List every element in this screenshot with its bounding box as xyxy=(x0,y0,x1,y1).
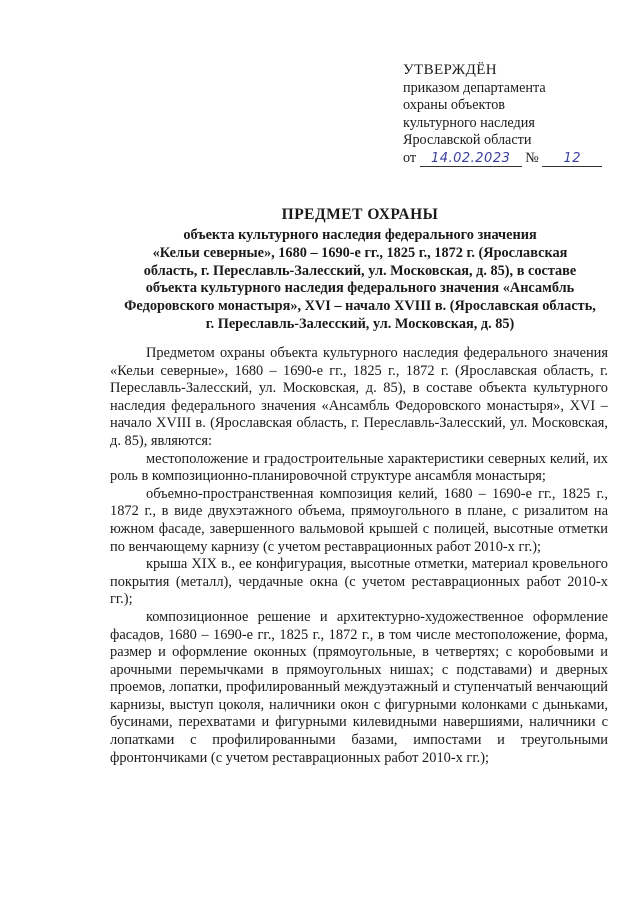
handwritten-date: 14.02.2023 xyxy=(430,150,511,166)
subtitle-line: г. Переславль-Залесский, ул. Московская, д. 85) xyxy=(205,315,515,332)
list-item: местоположение и градостроительные характеристики северных келий, их роль в композиционно-планировочной структуре ансамбля монастыря; xyxy=(110,450,608,485)
list-item: композиционное решение и архитектурно-художественное оформление фасадов, 1680 – 1690-е гг., 1825 г., 1872 г., в том числе местоположение, форма, размер и оформление оконных (прямоугольные, в четвертях; с коробовыми и арочными перемычками в прямоугольных нишах; с подставами) и дверных проемов, лопатки, профилированный междуэтажный и ступенчатый венчающий карнизы, выступ цоколя, наличники окон с фигурными колонками с дыньками, бусинами, перехватами и фигурными килевидными навершиями, наличники с лопатками с профилированными базами, импостами и треугольными фронтончиками (с учетом реставрационных работ 2010-х гг.); xyxy=(110,608,608,766)
document-heading xyxy=(100,205,620,334)
subtitle-line: Федоровского монастыря», XVI – начало XVIII в. (Ярославская область, xyxy=(124,298,596,315)
subtitle-line: объекта культурного наследия федерального значения xyxy=(183,227,537,243)
approval-block xyxy=(403,62,628,168)
subtitle-line: объекта культурного наследия федерального значения «Ансамбль xyxy=(145,280,575,297)
list-item: объемно-пространственная композиция келий, 1680 – 1690-е гг., 1825 г., 1872 г., в виде двухэтажного объема, прямоугольного в плане, с ризалитом на южном фасаде, завершенного вальмовой крышей с полицей, высотные отметки по венчающему карнизу (с учетом реставрационных работ 2010-х гг.); xyxy=(110,485,608,555)
date-field xyxy=(420,150,522,167)
number-label: № xyxy=(525,149,539,166)
approval-line: приказом департамента xyxy=(403,79,546,96)
handwritten-number: 12 xyxy=(563,150,582,166)
intro-paragraph: Предметом охраны объекта культурного наследия федерального значения «Кельи северные», 1680 – 1690-е гг., 1825 г., 1872 г. (Ярославская область, г. Переславль-Залесский, ул. Московская, д. 85), в составе объекта культурного наследия федерального значения «Ансамбль Федоровского монастыря», XVI – начало XVIII в. (Ярославская область, г. Переславль-Залесский, ул. Московская, д. 85), являются: xyxy=(110,345,608,449)
approval-line: охраны объектов xyxy=(403,97,505,114)
approval-line: культурного наследия xyxy=(403,114,535,131)
from-label: от xyxy=(403,149,417,166)
subtitle-line: область, г. Переславль-Залесский, ул. Московская, д. 85), в составе xyxy=(143,262,577,279)
document-body xyxy=(110,345,608,767)
list-item: крыша XIX в., ее конфигурация, высотные отметки, материал кровельного покрытия (металл), чердачные окна (с учетом реставрационных работ 2010-х гг.); xyxy=(110,556,608,608)
approval-title: УТВЕРЖДЁН xyxy=(403,62,498,78)
approval-line: Ярославской области xyxy=(403,132,532,149)
subtitle-line: «Кельи северные», 1680 – 1690-е гг., 1825 г., 1872 г. (Ярославская xyxy=(152,244,568,261)
date-number-line xyxy=(403,150,628,168)
number-field xyxy=(542,150,602,167)
document-title: ПРЕДМЕТ ОХРАНЫ xyxy=(281,206,439,223)
